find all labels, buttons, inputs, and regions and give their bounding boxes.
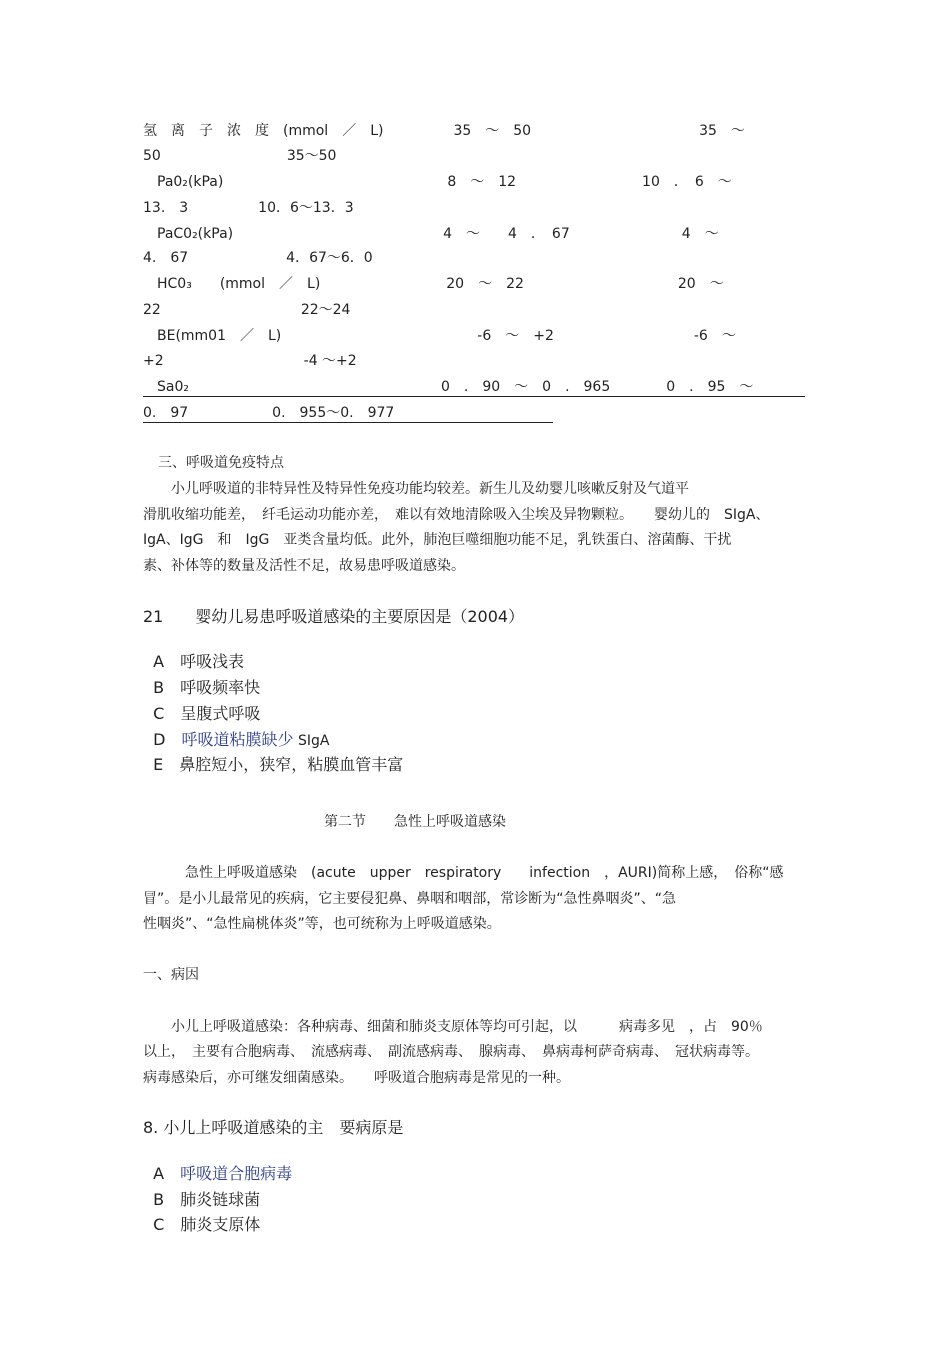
option-text: 呼吸浅表 <box>180 652 245 671</box>
table-rule-upper <box>143 396 805 397</box>
section3-heading: 三、呼吸道免疫特点 <box>158 455 284 471</box>
cause-para-line2: 以上， 主要有合胞病毒、 流感病毒、 副流感病毒、 腺病毒、 鼻病毒柯萨奇病毒、 冠状病毒等。 <box>143 1044 759 1060</box>
option-letter: A <box>153 1164 165 1183</box>
option-letter: C <box>153 704 165 723</box>
section2-title: 第二节 急性上呼吸道感染 <box>324 814 506 830</box>
table-row-5-line2: +2 -4 ～+2 <box>143 353 357 369</box>
option-letter: B <box>153 1190 165 1209</box>
table-row-4-line2: 22 22～24 <box>143 302 351 318</box>
section2-intro-line1: 急性上呼吸道感染 (acute upper respiratory infection ，AURI)简称上感， 俗称“感 <box>143 865 784 881</box>
table-rule-lower <box>143 422 553 423</box>
option-text: 鼻腔短小，狭窄，粘膜血管丰富 <box>179 755 404 774</box>
table-row-3-line2: 4. 67 4．67～6．0 <box>143 250 373 266</box>
cause-para-line1: 小儿上呼吸道感染：各种病毒、细菌和肺炎支原体等均可引起，以 病毒多见 ，占 90％ <box>143 1019 763 1035</box>
q8-option-c <box>143 1195 260 1235</box>
option-text: 肺炎支原体 <box>180 1215 261 1234</box>
table-row-1-line1: 氢 离 子 浓 度 (mmol ／ L) 35 ～ 50 35 ～ <box>143 123 745 139</box>
option-letter: D <box>153 730 166 749</box>
table-row-1-line2: 50 35～50 <box>143 148 337 164</box>
option-text: 呼吸频率快 <box>180 678 261 697</box>
option-text: 肺炎链球菌 <box>180 1190 261 1209</box>
option-text-answer: 呼吸道合胞病毒 <box>180 1164 293 1183</box>
table-row-2-line2: 13. 3 10．6～13．3 <box>143 200 354 216</box>
option-text-answer: 呼吸道粘膜缺少 <box>181 730 294 749</box>
cause-para-line3: 病毒感染后，亦可继发细菌感染。 呼吸道合胞病毒是常见的一种。 <box>143 1070 570 1086</box>
option-letter: A <box>153 652 165 671</box>
q21-stem: 21 婴幼儿易患呼吸道感染的主要原因是（2004） <box>143 607 525 626</box>
option-letter: B <box>153 678 165 697</box>
section3-para-line3: IgA、IgG 和 IgG 亚类含量均低。此外，肺泡巨噬细胞功能不足，乳铁蛋白、溶菌酶、干扰 <box>143 532 732 548</box>
option-letter: C <box>153 1215 165 1234</box>
section3-para-line2: 滑肌收缩功能差， 纤毛运动功能亦差， 难以有效地清除吸入尘埃及异物颗粒。 婴幼儿的 SIgA、 <box>143 507 770 523</box>
section2-intro-line2: 冒”。是小儿最常见的疾病，它主要侵犯鼻、鼻咽和咽部，常诊断为“急性鼻咽炎”、“急 <box>143 891 677 907</box>
cause-heading: 一、病因 <box>143 967 199 983</box>
table-row-6-line1: Sa0₂ 0 . 90 ～ 0 . 965 0 . 95 ～ <box>143 379 754 395</box>
option-text: 呈腹式呼吸 <box>180 704 261 723</box>
table-row-3-line1: PaC0₂(kPa) 4 ～ 4 ． 67 4 ～ <box>143 226 719 242</box>
option-letter: E <box>153 755 164 774</box>
section2-intro-line3: 性咽炎”、“急性扁桃体炎”等，也可统称为上呼吸道感染。 <box>143 916 501 932</box>
option-suffix: SIgA <box>293 733 330 749</box>
table-row-4-line1: HC0₃ (mmol ／ L) 20 ～ 22 20 ～ <box>143 276 724 292</box>
table-row-2-line1: Pa0₂(kPa) 8 ～ 12 10 ． 6 ～ <box>143 174 732 190</box>
section3-para-line1: 小儿呼吸道的非特异性及特异性免疫功能均较差。新生儿及幼婴儿咳嗽反射及气道平 <box>143 481 689 497</box>
table-row-5-line1: BE(mm01 ／ L) -6 ～ +2 -6 ～ <box>143 328 736 344</box>
section3-para-line4: 素、补体等的数量及活性不足，故易患呼吸道感染。 <box>143 558 465 574</box>
table-row-6-line2: 0. 97 0. 955～0. 977 <box>143 405 395 421</box>
q8-stem: 8. 小儿上呼吸道感染的主 要病原是 <box>143 1118 404 1137</box>
q21-option-e <box>143 735 403 775</box>
